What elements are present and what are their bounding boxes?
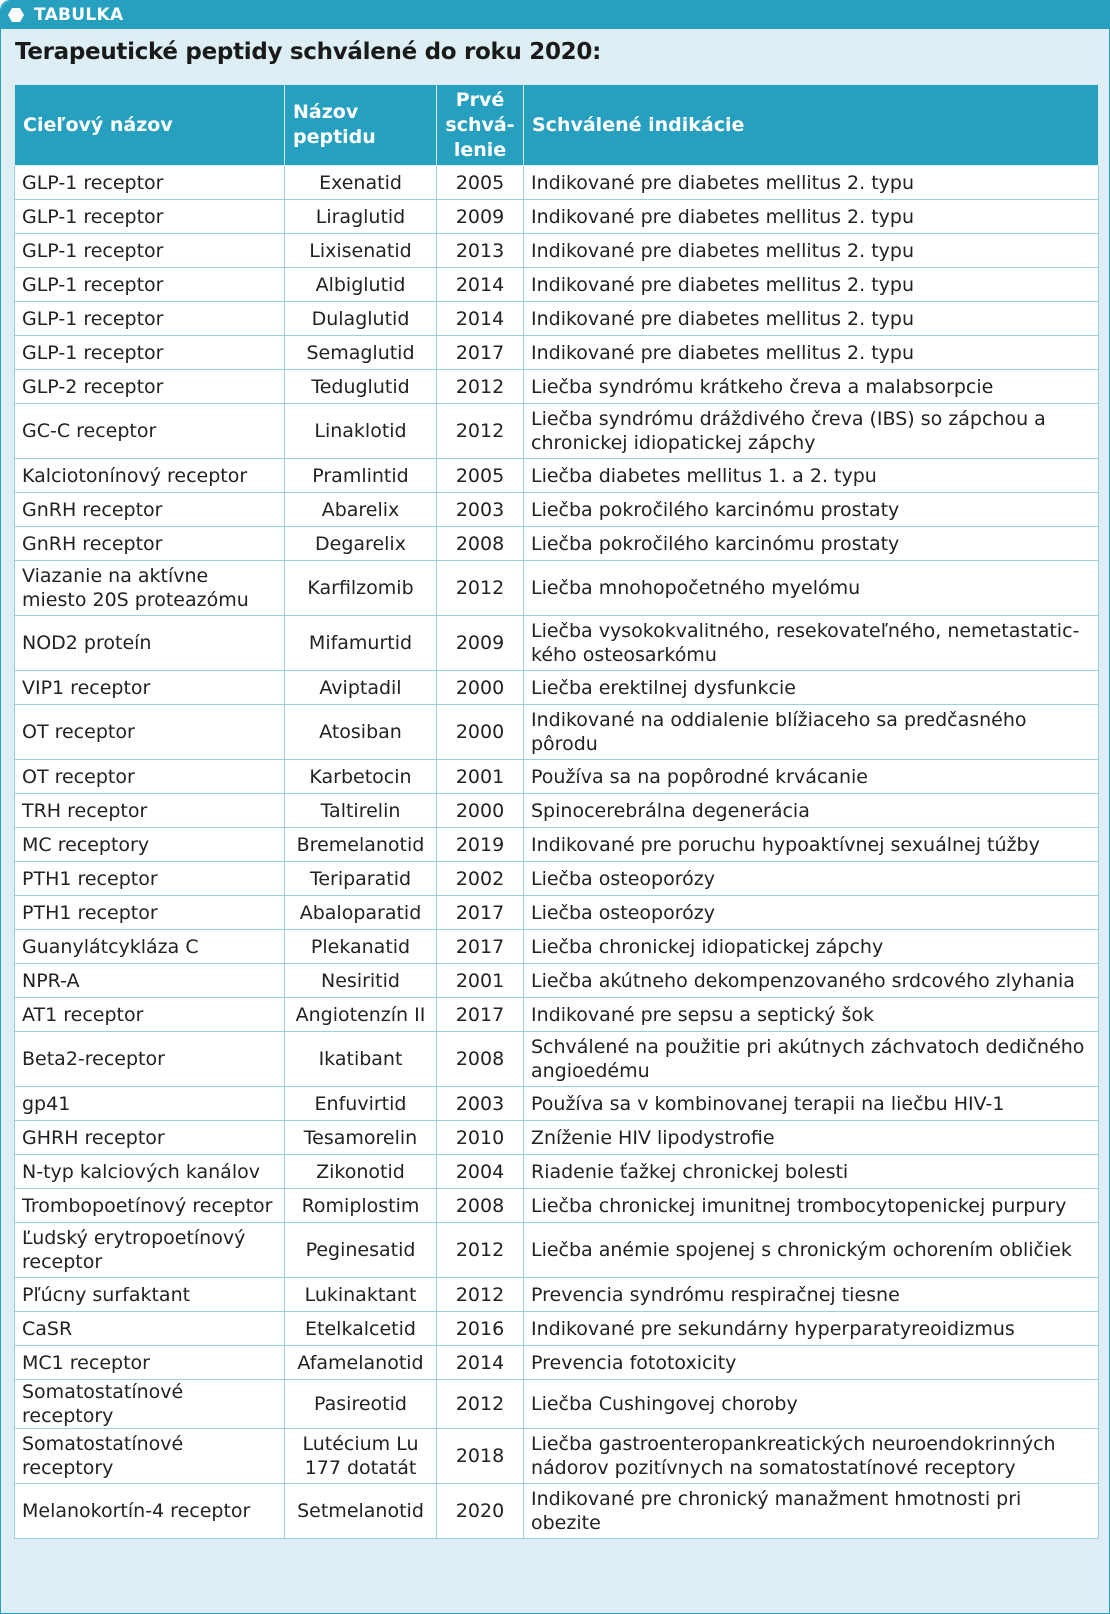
cell-first-approval: 2012 bbox=[437, 1278, 524, 1312]
cell-peptide: Degarelix bbox=[285, 527, 437, 561]
header-row bbox=[15, 85, 1099, 166]
cell-first-approval: 2009 bbox=[437, 200, 524, 234]
cell-first-approval: 2012 bbox=[437, 561, 524, 616]
cell-target: Somatostatínové receptory bbox=[15, 1429, 285, 1484]
cell-first-approval: 2008 bbox=[437, 1032, 524, 1087]
cell-target: TRH receptor bbox=[15, 794, 285, 828]
cell-peptide: Angiotenzín II bbox=[285, 998, 437, 1032]
cell-indications: Používa sa v kombinovanej terapii na liečbu HIV-1 bbox=[524, 1087, 1099, 1121]
table-row bbox=[15, 268, 1099, 302]
table-row bbox=[15, 370, 1099, 404]
cell-target: GLP-1 receptor bbox=[15, 302, 285, 336]
cell-first-approval: 2000 bbox=[437, 671, 524, 705]
cell-indications: Prevencia fototoxicity bbox=[524, 1346, 1099, 1380]
cell-target: gp41 bbox=[15, 1087, 285, 1121]
table-row bbox=[15, 964, 1099, 998]
cell-peptide: Lukinaktant bbox=[285, 1278, 437, 1312]
cell-first-approval: 2014 bbox=[437, 268, 524, 302]
table-row bbox=[15, 1032, 1099, 1087]
cell-indications: Indikované pre diabetes mellitus 2. typu bbox=[524, 268, 1099, 302]
cell-peptide: Dulaglutid bbox=[285, 302, 437, 336]
cell-first-approval: 2017 bbox=[437, 896, 524, 930]
cell-indications: Indikované pre diabetes mellitus 2. typu bbox=[524, 234, 1099, 268]
cell-first-approval: 2017 bbox=[437, 336, 524, 370]
cell-target: AT1 receptor bbox=[15, 998, 285, 1032]
cell-target: VIP1 receptor bbox=[15, 671, 285, 705]
cell-indications: Liečba vysokokvalitného, resekovateľného, nemetastatického osteosarkómu bbox=[524, 616, 1099, 671]
table-row bbox=[15, 862, 1099, 896]
table-row bbox=[15, 1429, 1099, 1484]
cell-indications: Liečba gastroenteropankreatických neuroendokrinných nádorov pozitívnych na somatostatínové receptory bbox=[524, 1429, 1099, 1484]
table-row bbox=[15, 404, 1099, 459]
cell-target: NPR-A bbox=[15, 964, 285, 998]
cell-peptide: Enfuvirtid bbox=[285, 1087, 437, 1121]
table-row bbox=[15, 1346, 1099, 1380]
cell-indications: Indikované pre diabetes mellitus 2. typu bbox=[524, 336, 1099, 370]
cell-peptide: Pramlintid bbox=[285, 459, 437, 493]
cell-indications: Liečba osteoporózy bbox=[524, 896, 1099, 930]
table-row bbox=[15, 561, 1099, 616]
cell-peptide: Bremelanotid bbox=[285, 828, 437, 862]
cell-indications: Používa sa na popôrodné krvácanie bbox=[524, 760, 1099, 794]
cell-peptide: Tesamorelin bbox=[285, 1121, 437, 1155]
cell-indications: Liečba Cushingovej choroby bbox=[524, 1380, 1099, 1429]
cell-indications: Liečba anémie spojenej s chronickým ochorením obličiek bbox=[524, 1223, 1099, 1278]
table-row bbox=[15, 459, 1099, 493]
cell-target: GHRH receptor bbox=[15, 1121, 285, 1155]
cell-indications: Indikované pre diabetes mellitus 2. typu bbox=[524, 200, 1099, 234]
cell-target: Kalciotonínový receptor bbox=[15, 459, 285, 493]
cell-peptide: Romiplostim bbox=[285, 1189, 437, 1223]
section-badge bbox=[1, 1, 1110, 29]
cell-indications: Indikované pre chronický manažment hmotnosti pri obezite bbox=[524, 1484, 1099, 1539]
table-title: Terapeutické peptidy schválené do roku 2020: bbox=[15, 39, 601, 65]
cell-peptide: Linaklotid bbox=[285, 404, 437, 459]
cell-indications: Liečba akútneho dekompenzovaného srdcového zlyhania bbox=[524, 964, 1099, 998]
cell-peptide: Teduglutid bbox=[285, 370, 437, 404]
cell-peptide: Lixisenatid bbox=[285, 234, 437, 268]
cell-first-approval: 2012 bbox=[437, 1223, 524, 1278]
table-row bbox=[15, 828, 1099, 862]
table-row bbox=[15, 616, 1099, 671]
cell-indications: Liečba pokročilého karcinómu prostaty bbox=[524, 493, 1099, 527]
cell-indications: Indikované na oddialenie blížiaceho sa predčasného pôrodu bbox=[524, 705, 1099, 760]
cell-peptide: Albiglutid bbox=[285, 268, 437, 302]
cell-first-approval: 2016 bbox=[437, 1312, 524, 1346]
table-row bbox=[15, 336, 1099, 370]
cell-target: Somatostatínové receptory bbox=[15, 1380, 285, 1429]
column-header-first-approval: Prvé schvá- lenie bbox=[437, 85, 524, 166]
cell-indications: Liečba erektilnej dysfunkcie bbox=[524, 671, 1099, 705]
cell-peptide: Pasireotid bbox=[285, 1380, 437, 1429]
cell-target: NOD2 proteín bbox=[15, 616, 285, 671]
cell-first-approval: 2000 bbox=[437, 794, 524, 828]
table-row bbox=[15, 998, 1099, 1032]
cell-first-approval: 2013 bbox=[437, 234, 524, 268]
cell-target: Trombopoetínový receptor bbox=[15, 1189, 285, 1223]
cell-first-approval: 2008 bbox=[437, 1189, 524, 1223]
cell-first-approval: 2012 bbox=[437, 370, 524, 404]
cell-indications: Indikované pre diabetes mellitus 2. typu bbox=[524, 166, 1099, 200]
cell-target: OT receptor bbox=[15, 705, 285, 760]
cell-first-approval: 2001 bbox=[437, 964, 524, 998]
cell-indications: Schválené na použitie pri akútnych záchvatoch dedičného angioedému bbox=[524, 1032, 1099, 1087]
cell-indications: Liečba syndrómu dráždivého čreva (IBS) so zápchou a chronickej idiopatickej zápchy bbox=[524, 404, 1099, 459]
cell-indications: Liečba mnohopočetného myelómu bbox=[524, 561, 1099, 616]
cell-peptide: Exenatid bbox=[285, 166, 437, 200]
cell-first-approval: 2017 bbox=[437, 930, 524, 964]
cell-peptide: Plekanatid bbox=[285, 930, 437, 964]
cell-indications: Spinocerebrálna degenerácia bbox=[524, 794, 1099, 828]
cell-indications: Zníženie HIV lipodystrofie bbox=[524, 1121, 1099, 1155]
cell-indications: Liečba osteoporózy bbox=[524, 862, 1099, 896]
cell-peptide: Mifamurtid bbox=[285, 616, 437, 671]
table-row bbox=[15, 493, 1099, 527]
cell-target: PTH1 receptor bbox=[15, 862, 285, 896]
cell-indications: Indikované pre sekundárny hyperparatyreoidizmus bbox=[524, 1312, 1099, 1346]
cell-target: Melanokortín-4 receptor bbox=[15, 1484, 285, 1539]
cell-indications: Indikované pre diabetes mellitus 2. typu bbox=[524, 302, 1099, 336]
cell-peptide: Liraglutid bbox=[285, 200, 437, 234]
cell-peptide: Abaloparatid bbox=[285, 896, 437, 930]
table-row bbox=[15, 527, 1099, 561]
table-row bbox=[15, 760, 1099, 794]
cell-peptide: Atosiban bbox=[285, 705, 437, 760]
cell-first-approval: 2003 bbox=[437, 493, 524, 527]
cell-target: Viazanie na aktívne miesto 20S proteazómu bbox=[15, 561, 285, 616]
cell-peptide: Karfilzomib bbox=[285, 561, 437, 616]
cell-peptide: Karbetocin bbox=[285, 760, 437, 794]
cell-first-approval: 2005 bbox=[437, 166, 524, 200]
table-row bbox=[15, 705, 1099, 760]
table-row bbox=[15, 200, 1099, 234]
cell-indications: Liečba syndrómu krátkeho čreva a malabsorpcie bbox=[524, 370, 1099, 404]
table-row bbox=[15, 1484, 1099, 1539]
cell-target: Ľudský erytropoetínový receptor bbox=[15, 1223, 285, 1278]
table-row bbox=[15, 1189, 1099, 1223]
peptide-table bbox=[14, 84, 1099, 1539]
cell-target: GLP-1 receptor bbox=[15, 336, 285, 370]
cell-indications: Prevencia syndrómu respiračnej tiesne bbox=[524, 1278, 1099, 1312]
cell-target: Guanylátcykláza C bbox=[15, 930, 285, 964]
table-row bbox=[15, 1121, 1099, 1155]
cell-peptide: Lutécium Lu 177 dotatát bbox=[285, 1429, 437, 1484]
table-row bbox=[15, 1087, 1099, 1121]
cell-target: N-typ kalciových kanálov bbox=[15, 1155, 285, 1189]
cell-indications: Liečba chronickej idiopatickej zápchy bbox=[524, 930, 1099, 964]
column-header-indications: Schválené indikácie bbox=[524, 85, 1099, 166]
cell-first-approval: 2019 bbox=[437, 828, 524, 862]
cell-first-approval: 2004 bbox=[437, 1155, 524, 1189]
table-row bbox=[15, 930, 1099, 964]
cell-peptide: Semaglutid bbox=[285, 336, 437, 370]
cell-target: GnRH receptor bbox=[15, 527, 285, 561]
cell-target: MC1 receptor bbox=[15, 1346, 285, 1380]
table-row bbox=[15, 671, 1099, 705]
cell-target: GnRH receptor bbox=[15, 493, 285, 527]
cell-first-approval: 2010 bbox=[437, 1121, 524, 1155]
cell-indications: Liečba chronickej imunitnej trombocytopenickej purpury bbox=[524, 1189, 1099, 1223]
cell-peptide: Etelkalcetid bbox=[285, 1312, 437, 1346]
cell-target: PTH1 receptor bbox=[15, 896, 285, 930]
cell-first-approval: 2014 bbox=[437, 302, 524, 336]
cell-indications: Riadenie ťažkej chronickej bolesti bbox=[524, 1155, 1099, 1189]
cell-first-approval: 2012 bbox=[437, 404, 524, 459]
cell-indications: Liečba diabetes mellitus 1. a 2. typu bbox=[524, 459, 1099, 493]
cell-target: Pľúcny surfaktant bbox=[15, 1278, 285, 1312]
cell-peptide: Setmelanotid bbox=[285, 1484, 437, 1539]
cell-first-approval: 2005 bbox=[437, 459, 524, 493]
table-body bbox=[15, 166, 1099, 1539]
cell-peptide: Zikonotid bbox=[285, 1155, 437, 1189]
cell-first-approval: 2001 bbox=[437, 760, 524, 794]
table-row bbox=[15, 234, 1099, 268]
table-row bbox=[15, 1223, 1099, 1278]
cell-peptide: Peginesatid bbox=[285, 1223, 437, 1278]
table-row bbox=[15, 1312, 1099, 1346]
cell-target: MC receptory bbox=[15, 828, 285, 862]
cell-target: OT receptor bbox=[15, 760, 285, 794]
cell-target: CaSR bbox=[15, 1312, 285, 1346]
column-header-peptide: Názov peptidu bbox=[285, 85, 437, 166]
cell-indications: Indikované pre sepsu a septický šok bbox=[524, 998, 1099, 1032]
cell-peptide: Abarelix bbox=[285, 493, 437, 527]
cell-first-approval: 2020 bbox=[437, 1484, 524, 1539]
table-row bbox=[15, 1380, 1099, 1429]
cell-first-approval: 2017 bbox=[437, 998, 524, 1032]
cell-indications: Indikované pre poruchu hypoaktívnej sexuálnej túžby bbox=[524, 828, 1099, 862]
cell-target: GC-C receptor bbox=[15, 404, 285, 459]
cell-peptide: Nesiritid bbox=[285, 964, 437, 998]
cell-target: Beta2-receptor bbox=[15, 1032, 285, 1087]
cell-peptide: Teriparatid bbox=[285, 862, 437, 896]
table-row bbox=[15, 896, 1099, 930]
cell-indications: Liečba pokročilého karcinómu prostaty bbox=[524, 527, 1099, 561]
cell-target: GLP-1 receptor bbox=[15, 166, 285, 200]
cell-first-approval: 2000 bbox=[437, 705, 524, 760]
cell-first-approval: 2003 bbox=[437, 1087, 524, 1121]
badge-label: TABULKA bbox=[34, 5, 124, 25]
cell-peptide: Aviptadil bbox=[285, 671, 437, 705]
column-header-target: Cieľový názov bbox=[15, 85, 285, 166]
table-row bbox=[15, 1155, 1099, 1189]
table-row bbox=[15, 302, 1099, 336]
cell-target: GLP-1 receptor bbox=[15, 200, 285, 234]
cell-first-approval: 2008 bbox=[437, 527, 524, 561]
cell-first-approval: 2009 bbox=[437, 616, 524, 671]
cell-target: GLP-1 receptor bbox=[15, 234, 285, 268]
cell-target: GLP-2 receptor bbox=[15, 370, 285, 404]
cell-first-approval: 2018 bbox=[437, 1429, 524, 1484]
hexagon-icon bbox=[8, 8, 24, 22]
cell-first-approval: 2012 bbox=[437, 1380, 524, 1429]
cell-first-approval: 2014 bbox=[437, 1346, 524, 1380]
cell-peptide: Ikatibant bbox=[285, 1032, 437, 1087]
cell-first-approval: 2002 bbox=[437, 862, 524, 896]
table-row bbox=[15, 1278, 1099, 1312]
table-row bbox=[15, 794, 1099, 828]
cell-target: GLP-1 receptor bbox=[15, 268, 285, 302]
cell-peptide: Taltirelin bbox=[285, 794, 437, 828]
cell-peptide: Afamelanotid bbox=[285, 1346, 437, 1380]
table-row bbox=[15, 166, 1099, 200]
